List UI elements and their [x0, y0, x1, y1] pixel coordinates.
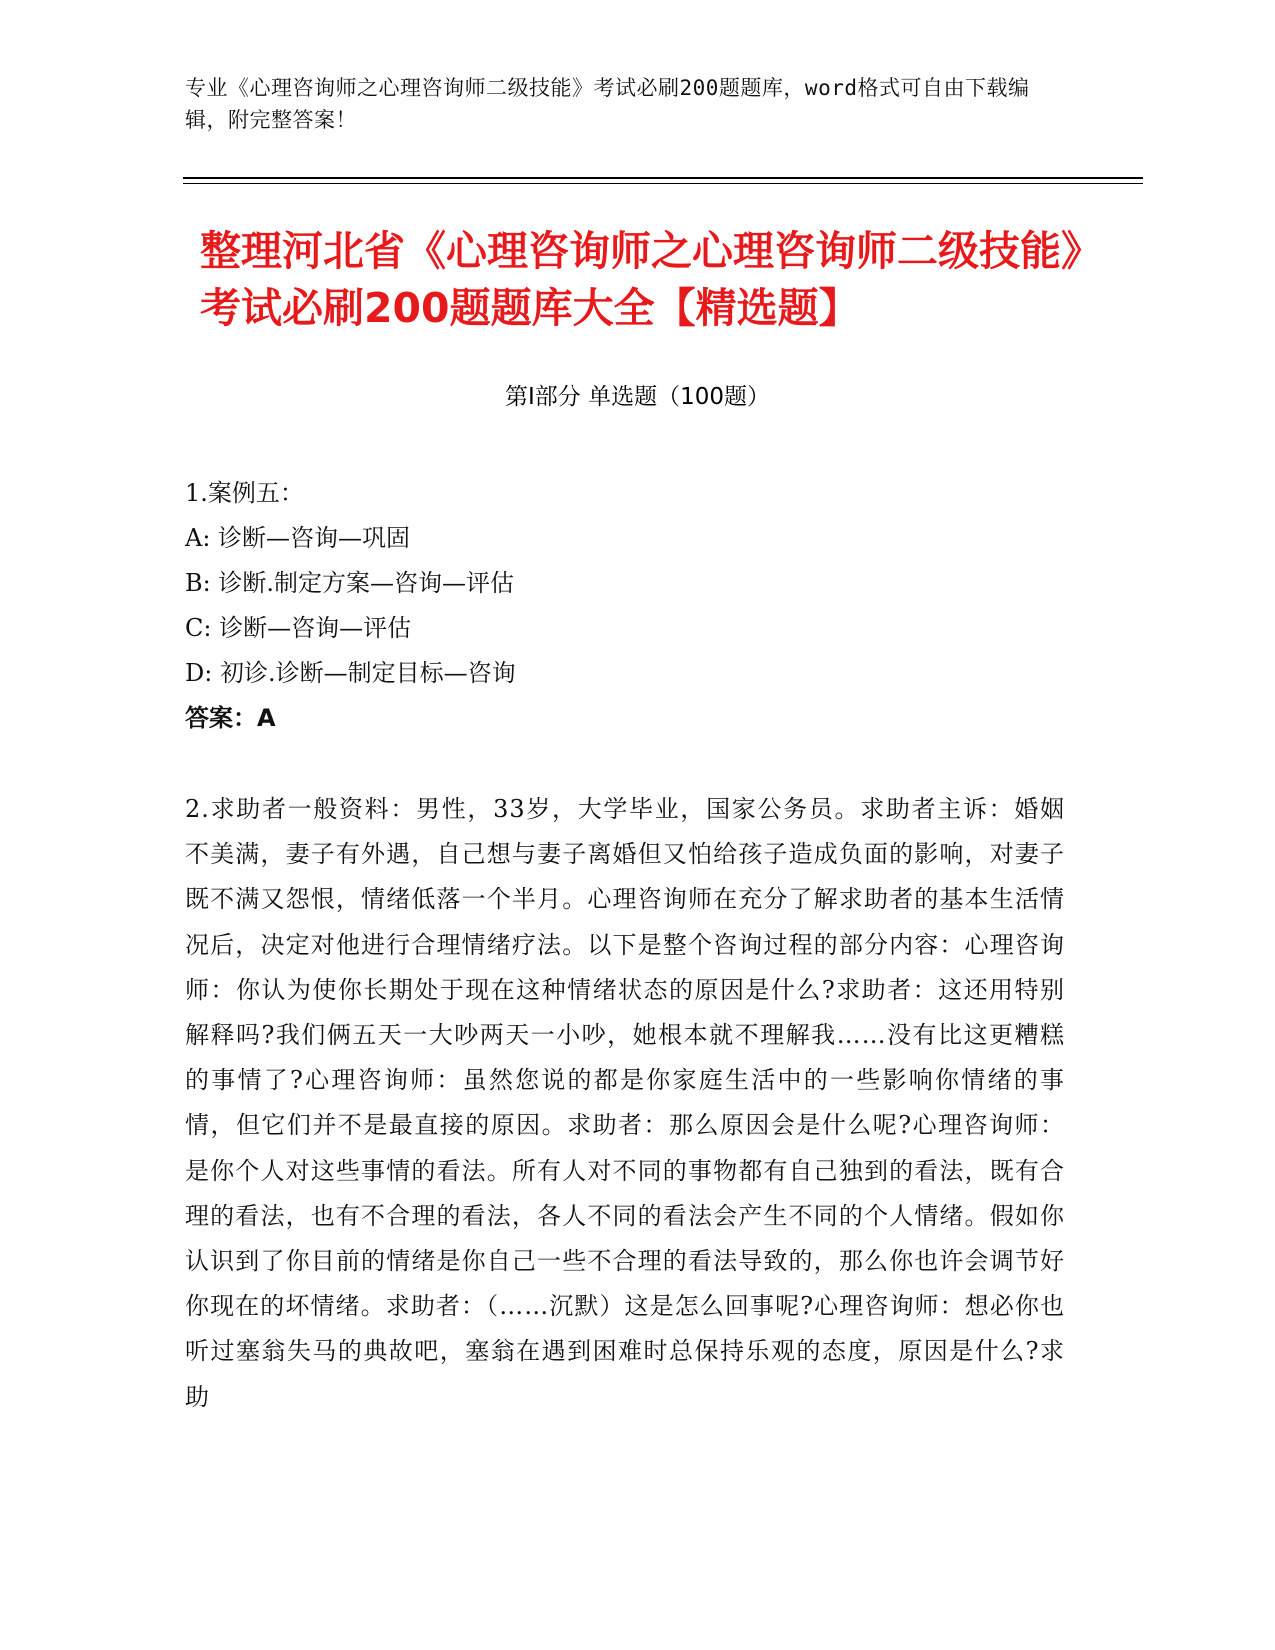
question-stem: 1.案例五： — [185, 479, 304, 507]
question-1 — [185, 471, 1085, 741]
option-c: C: 诊断—咨询—评估 — [185, 614, 412, 642]
section-heading: 第Ⅰ部分 单选题（100题） — [505, 384, 770, 410]
document-title: 整理河北省《心理咨询师之心理咨询师二级技能》考试必刷200题题库大全【精选题】 — [200, 227, 1082, 332]
answer: 答案：A — [185, 704, 276, 732]
header-note: 专业《心理咨询师之心理咨询师二级技能》考试必刷200题题库，word格式可自由下载编辑，附完整答案！ — [185, 76, 1030, 132]
header-rule-thin — [183, 183, 1143, 184]
option-d: D: 初诊.诊断—制定目标—咨询 — [185, 659, 516, 687]
question-2: 2.求助者一般资料：男性，33岁，大学毕业，国家公务员。求助者主诉：婚姻不美满，妻子有外遇，自己想与妻子离婚但又怕给孩子造成负面的影响，对妻子既不满又怨恨，情绪低落一个半月。心理咨询师在充分了解求助者的基本生活情况后，决定对他进行合理情绪疗法。以下是整个咨询过程的部分内容：心理咨询师：你认为使你长期处于现在这种情绪状态的原因是什么?求助者：这还用特别解释吗?我们俩五天一大吵两天一小吵，她根本就不理解我……没有比这更糟糕的事情了?心理咨询师：虽然您说的都是你家庭生活中的一些影响你情绪的事情，但它们并不是最直接的原因。求助者：那么原因会是什么呢?心理咨询师：是你个人对这些事情的看法。所有人对不同的事物都有自己独到的看法，既有合理的看法，也有不合理的看法，各人不同的看法会产生不同的个人情绪。假如你认识到了你目前的情绪是你自己一些不合理的看法导致的，那么你也许会调节好你现在的坏情绪。求助者：（……沉默）这是怎么回事呢?心理咨询师：想必你也听过塞翁失马的典故吧，塞翁在遇到困难时总保持乐观的态度，原因是什么?求助 — [185, 795, 1065, 1411]
header-rule-thick — [183, 177, 1143, 179]
option-b: B: 诊断.制定方案—咨询—评估 — [185, 569, 514, 597]
option-a: A: 诊断—咨询—巩固 — [185, 524, 411, 552]
